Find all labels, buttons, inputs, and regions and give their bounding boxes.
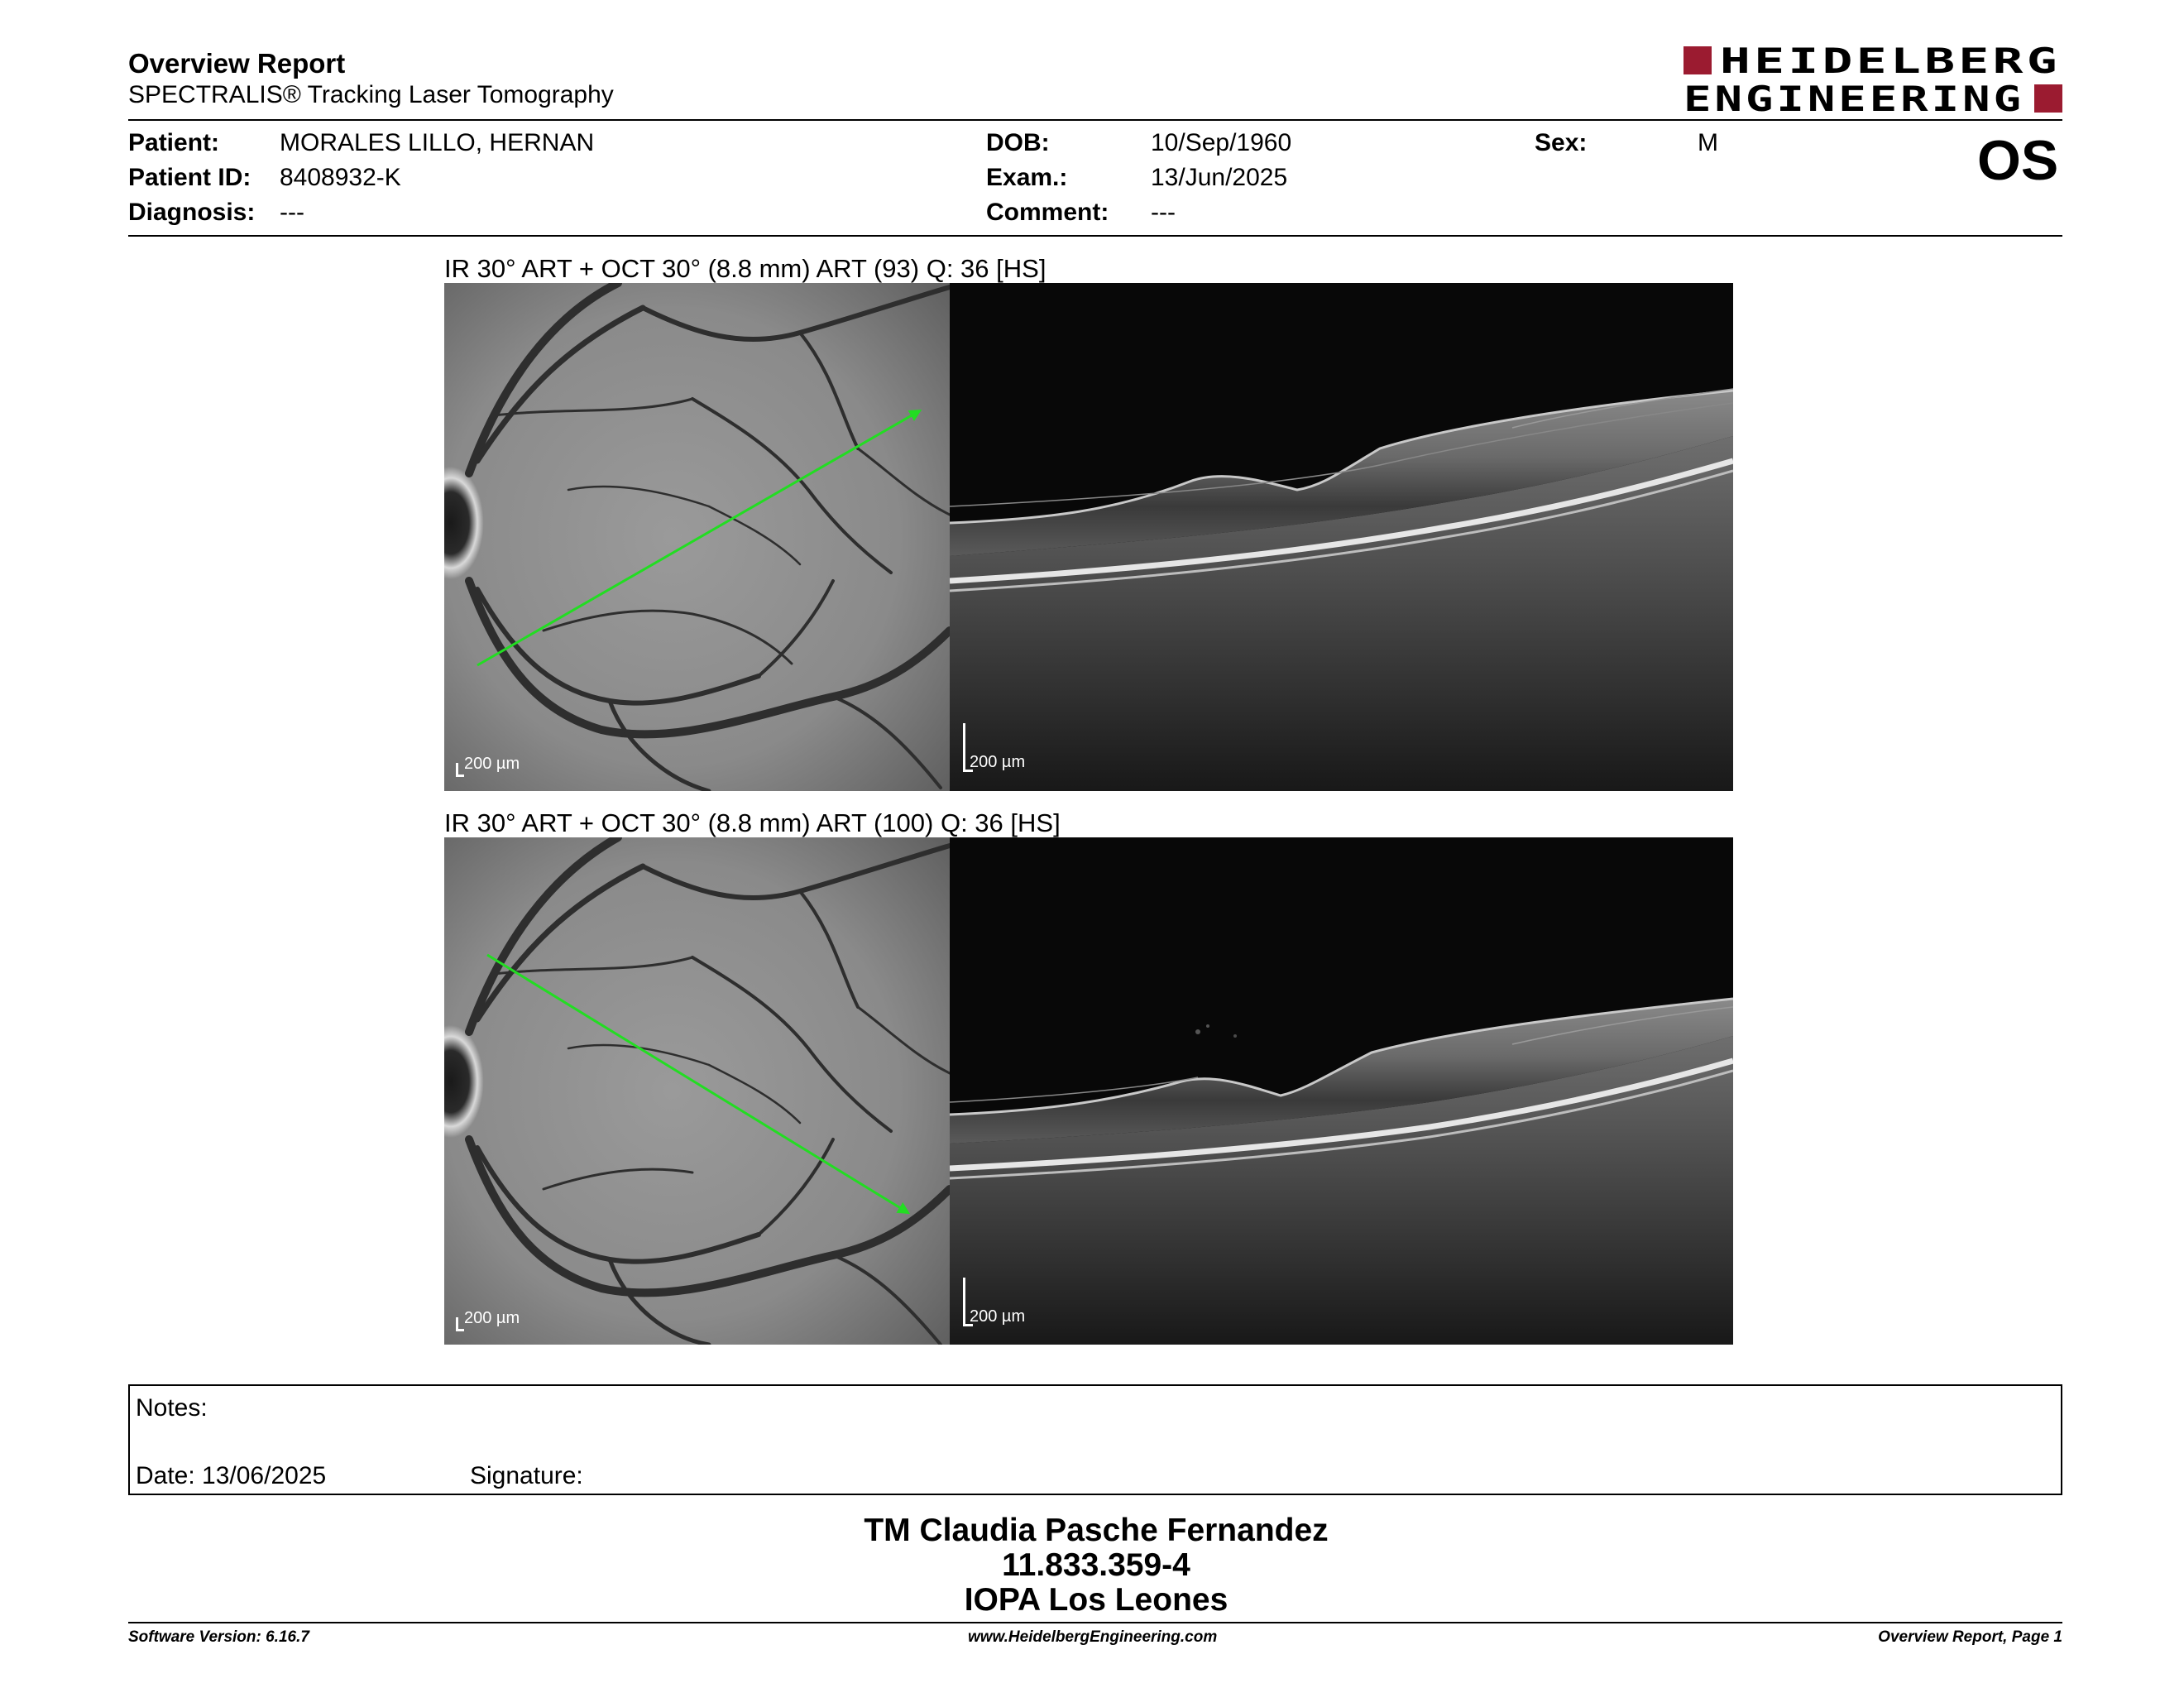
logo-square-top: [1684, 46, 1712, 74]
oct-1-scale-label: 200 µm: [970, 753, 1026, 771]
svg-text:HEIDELBERG: HEIDELBERG: [1720, 45, 2061, 81]
patient-id: 8408932-K: [280, 164, 401, 191]
diagnosis-value: ---: [280, 199, 304, 226]
fundus-1-scale-label: 200 µm: [464, 755, 520, 773]
fundus-1-scale-bar-foot: [456, 774, 464, 777]
diagnosis-label: Diagnosis:: [128, 199, 256, 226]
info-divider: [128, 235, 2062, 237]
scan-2-fundus-image: [444, 837, 950, 1345]
exam-value: 13/Jun/2025: [1151, 164, 1288, 191]
comment-label: Comment:: [986, 199, 1109, 226]
eye-indicator: OS: [1977, 129, 2059, 192]
comment-value: ---: [1151, 199, 1176, 226]
scan-2-caption: IR 30° ART + OCT 30° (8.8 mm) ART (100) Q: 36 [HS]: [444, 808, 1061, 837]
footer-divider: [128, 1622, 2062, 1623]
patient-label: Patient:: [128, 129, 220, 156]
dob-label: DOB:: [986, 129, 1050, 156]
notes-box: [128, 1384, 2062, 1495]
scan-1-fundus-image: [444, 283, 950, 791]
oct-1-scale-bar: [963, 723, 965, 771]
logo-square-bottom: [2034, 84, 2062, 113]
sex-value: M: [1698, 129, 1718, 156]
patient-id-label: Patient ID:: [128, 164, 251, 191]
scan-2-oct-bscan: [950, 837, 1733, 1345]
notes-date: Date: 13/06/2025: [136, 1462, 327, 1489]
dob-value: 10/Sep/1960: [1151, 129, 1292, 156]
signature-label: Signature:: [470, 1462, 583, 1489]
sex-label: Sex:: [1535, 129, 1588, 156]
website-link[interactable]: www.HeidelbergEngineering.com: [968, 1628, 1218, 1646]
page-indicator: Overview Report, Page 1: [1878, 1628, 2062, 1646]
patient-name: MORALES LILLO, HERNAN: [280, 129, 595, 156]
svg-text:ENGINEERING: ENGINEERING: [1684, 79, 2024, 117]
report-title: Overview Report: [128, 48, 346, 79]
header-divider: [128, 119, 2062, 121]
fundus-2-scale-label: 200 µm: [464, 1309, 520, 1327]
fundus-2-scale-bar-foot: [456, 1329, 464, 1331]
heidelberg-logo: [1684, 45, 2062, 117]
institution-name: IOPA Los Leones: [964, 1582, 1228, 1618]
scan-1-caption: IR 30° ART + OCT 30° (8.8 mm) ART (93) Q: 36 [HS]: [444, 254, 1046, 283]
report-subtitle: SPECTRALIS® Tracking Laser Tomography: [128, 81, 614, 108]
oct-2-scale-bar: [963, 1278, 965, 1326]
scan-1-oct-bscan: [950, 283, 1733, 791]
exam-label: Exam.:: [986, 164, 1068, 191]
technician-id: 11.833.359-4: [1002, 1547, 1190, 1583]
oct-2-scale-label: 200 µm: [970, 1307, 1026, 1326]
software-version: Software Version: 6.16.7: [128, 1628, 309, 1646]
notes-label: Notes:: [136, 1394, 208, 1422]
technician-name: TM Claudia Pasche Fernandez: [864, 1513, 1329, 1548]
